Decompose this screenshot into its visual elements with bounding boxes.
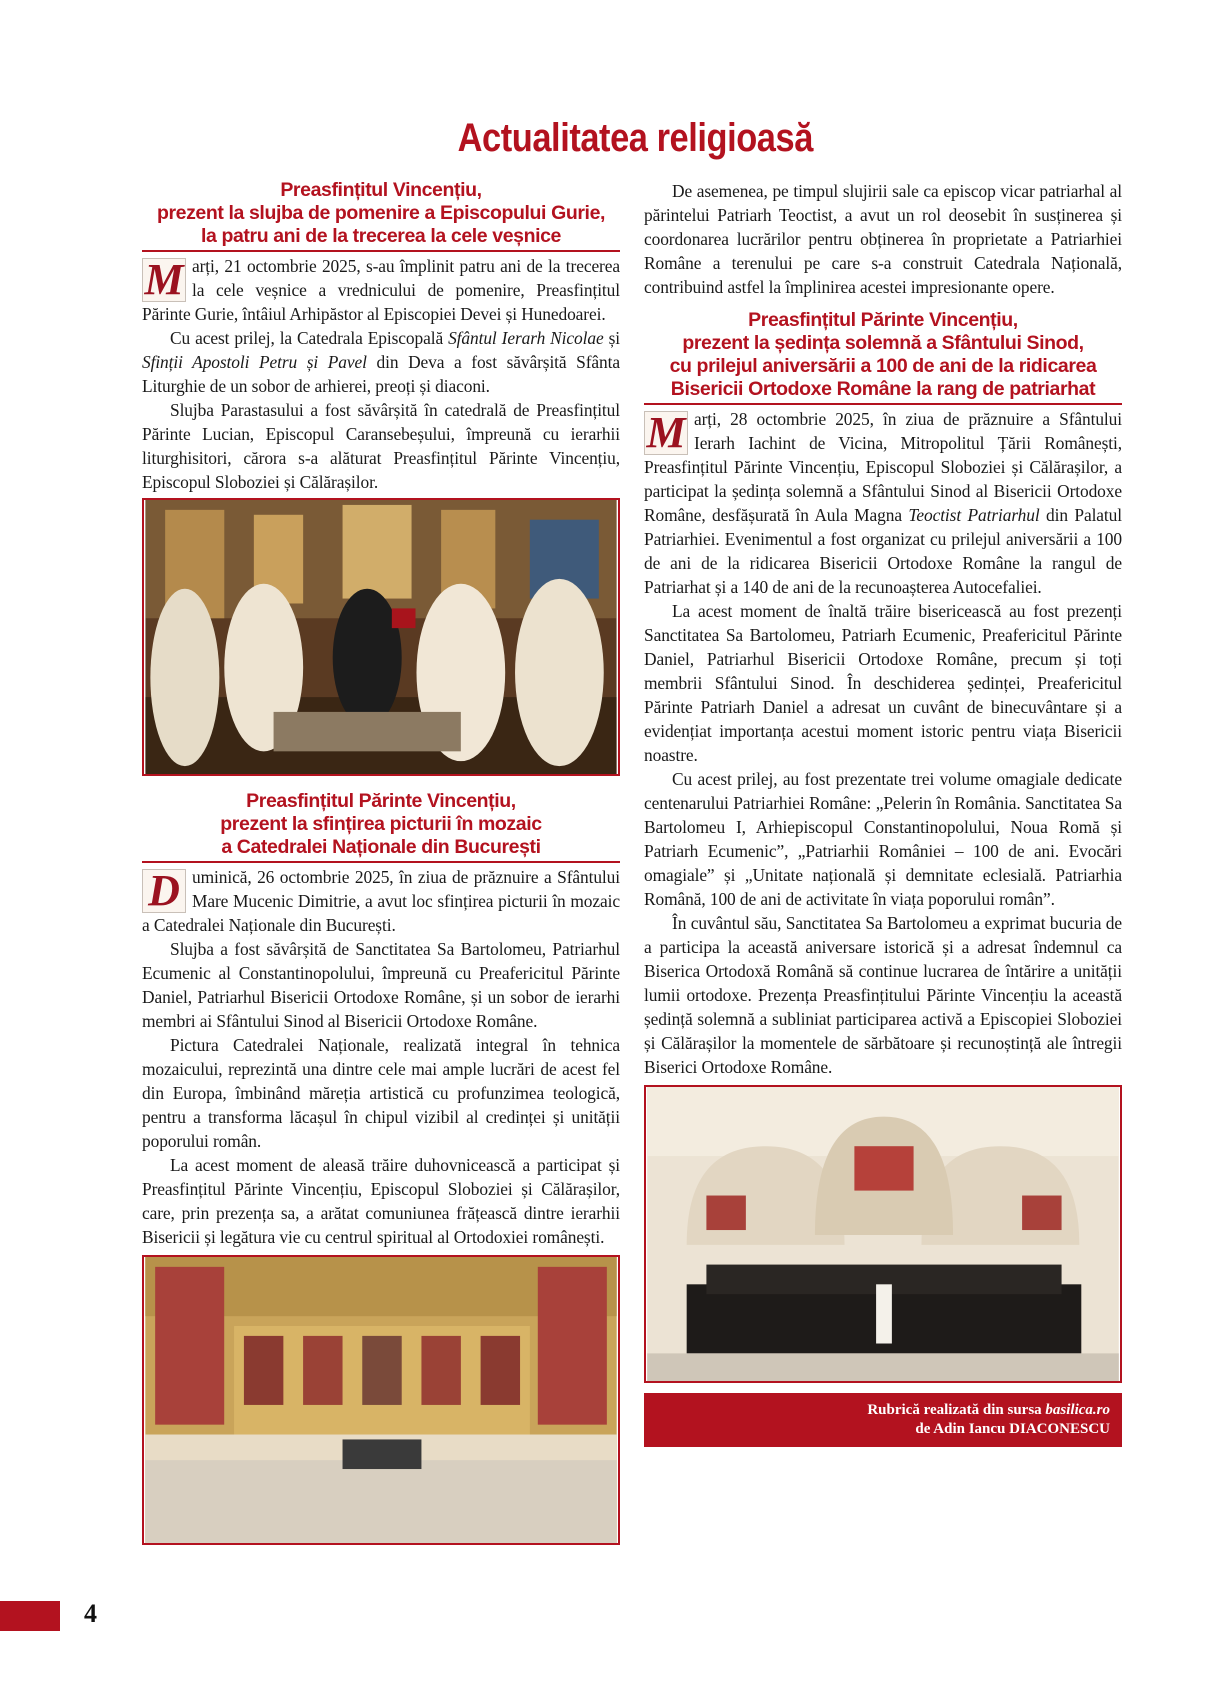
paragraph-text: din Palatul Patriarhiei. Evenimentul a fost organizat cu prilejul aniversării a 100 de ani de la ridicarea Bisericii Ortodoxe Române la rangul de Patriarhat și a 140 de ani de la recunoașterea Autocefaliei. [644, 505, 1122, 597]
left-column [142, 179, 620, 1545]
paragraph-text: arți, 21 octombrie 2025, s-au împlinit patru ani de la trecerea la cele veșnice a vrednicului de pomenire, Preasfințitul Părinte Gurie, întâiul Arhipăstor al Episcopiei Devei și Hunedoarei. [142, 256, 620, 324]
paragraph-text: din Deva a fost săvârșită Sfânta Liturghie de un sobor de arhierei, preoți și diaconi. [142, 352, 620, 396]
heading-line: cu prilejul aniversării a 100 de ani de la ridicarea [669, 355, 1097, 377]
article-mosaic-consecration [142, 790, 620, 1249]
emphasis-text: Sfântul Ierarh Nicolae [448, 328, 604, 348]
source-credit [644, 1393, 1122, 1447]
paragraph: La acest moment de aleasă trăire duhovnicească a participat și Preasfințitul Părinte Vincențiu, Episcopul Sloboziei și Călărașilor, care, prin prezența sa, a arătat comuniunea frățească dintre ierarhii Bisericii și legătura vie cu centrul spiritual al Ortodoxiei românești. [142, 1155, 620, 1247]
heading-line: a Catedralei Naționale din București [221, 836, 541, 858]
paragraph [142, 865, 620, 937]
paragraph: Slujba Parastasului a fost săvârșită în catedrală de Preasfințitul Părinte Lucian, Episcopul Caransebeșului, împreună cu ierarhii liturghisitori, cărora s-a alăturat Preasfințitul Părinte Vincențiu, Episcopul Sloboziei și Călărașilor. [142, 400, 620, 492]
paragraph-text: uminică, 26 octombrie 2025, în ziua de prăznuire a Sfântului Mare Mucenic Dimitrie, a avut loc sfințirea picturii în mozaic a Catedralei Naționale din București. [142, 867, 620, 935]
paragraph-text: arți, 28 octombrie 2025, în ziua de prăznuire a Sfântului Ierarh Iachint de Vicina, Mitropolitul Țării Românești, Preasfințitul Părinte Vincențiu, Episcopul Sloboziei și Călărașilor, a participat la ședința solemnă a Sfântului Sinod al Bisericii Ortodoxe Române, desfășurată în Aula Magna [644, 409, 1122, 525]
paragraph [142, 326, 620, 398]
heading-line: Preasfințitul Părinte Vincențiu, [246, 790, 516, 812]
paragraph: La acest moment de înaltă trăire bisericească au fost prezenți Sanctitatea Sa Bartolomeu, Patriarh Ecumenic, Preafericitul Părinte Daniel, Patriarhul Bisericii Ortodoxe Române, precum și toți membrii Sfântului Sinod. În deschiderea ședinței, Preafericitul Părinte Patriarh Daniel a adresat un cuvânt de binecuvântare și a evidențiat importanța acestui moment istoric pentru viața Bisericii noastre. [644, 601, 1122, 765]
paragraph-text: Cu acest prilej, la Catedrala Episcopală [170, 328, 449, 348]
article-heading [644, 309, 1122, 405]
article-heading [142, 179, 620, 252]
photo-holy-synod-group [644, 1085, 1122, 1383]
paragraph [644, 407, 1122, 599]
drop-cap-letter: M [644, 411, 688, 455]
credit-line [656, 1401, 1110, 1420]
paragraph-text: și [603, 328, 620, 348]
paragraph: Slujba a fost săvârșită de Sanctitatea Sa Bartolomeu, Patriarhul Ecumenic al Constantinopolului, împreună cu Preafericitul Părinte Daniel, Patriarhul Bisericii Ortodoxe Române, și un sobor de ierarhi membri ai Sfântului Sinod al Bisericii Ortodoxe Române. [142, 939, 620, 1031]
right-column [644, 179, 1122, 1447]
credit-source-link[interactable]: basilica.ro [1045, 1402, 1110, 1418]
heading-line: Preasfințitul Vincențiu, [280, 179, 482, 201]
paragraph: Pictura Catedralei Naționale, realizată integral în tehnica mozaicului, reprezintă una dintre cele mai ample lucrări de acest fel din Europa, îmbinând măreția artistică cu profunzimea teologică, pentru a transforma lăcașul în chipul vizibil al credinței și unității poporului român. [142, 1035, 620, 1151]
paragraph [142, 254, 620, 326]
page-number-bar [0, 1601, 60, 1631]
paragraph: În cuvântul său, Sanctitatea Sa Bartolomeu a exprimat bucuria de a participa la această aniversare istorică și a adresat îndemnul ca Biserica Ortodoxă Română să continue lucrarea de întărire a unității lumii ortodoxe. Prezența Preasfințitului Părinte Vincențiu la această ședință solemnă a subliniat participarea activă a Episcopiei Sloboziei și Călărașilor la momentele de sărbătoare și recunoștință ale întregii Biserici Ortodoxe Române. [644, 913, 1122, 1077]
heading-line: la patru ani de la trecerea la cele veșnice [200, 225, 561, 247]
heading-line: Preasfințitul Părinte Vincențiu, [748, 309, 1018, 331]
article-heading [142, 790, 620, 863]
credit-text: Rubrică realizată din sursa [867, 1402, 1046, 1418]
page-number: 4 [84, 1599, 97, 1628]
heading-line: Bisericii Ortodoxe Române la rang de patriarhat [670, 378, 1096, 400]
article-holy-synod-session [644, 309, 1122, 1079]
photo-cathedral-iconostasis [142, 1255, 620, 1545]
heading-line: prezent la slujba de pomenire a Episcopului Gurie, [156, 202, 606, 224]
page-title: Actualitatea religioasă [457, 116, 813, 160]
emphasis-text: Sfinții Apostoli Petru și Pavel [142, 352, 367, 372]
credit-line: de Adin Iancu DIACONESCU [915, 1421, 1110, 1437]
heading-line: prezent la ședința solemnă a Sfântului Sinod, [682, 332, 1084, 354]
paragraph: De asemenea, pe timpul slujirii sale ca episcop vicar patriarhal al părintelui Patriarh Teoctist, a avut un rol deosebit în susținerea și coordonarea lucrărilor pentru obținerea în proprietate a Patriarhiei Române a terenului pe care s-a construit Catedrala Națională, contribuind astfel la împlinirea acestei impresionante opere. [644, 181, 1122, 297]
article-gurie-memorial [142, 179, 620, 494]
drop-cap-letter: D [142, 869, 186, 913]
photo-memorial-service [142, 498, 620, 776]
heading-line: prezent la sfințirea picturii în mozaic [220, 813, 542, 835]
paragraph: Cu acest prilej, au fost prezentate trei volume omagiale dedicate centenarului Patriarhiei Române: „Pelerin în România. Sanctitatea Sa Bartolomeu I, Arhiepiscopul Constantinopolului, Noua Romă și Patriarh Ecumenic”, „Patriarhii României – 100 de ani. Evocări omagiale” și „Unitate națională și demnitate eclesială. Patriarhia Română, 100 de ani de activitate în viața poporului român”. [644, 769, 1122, 909]
emphasis-text: Teoctist Patriarhul [908, 505, 1040, 525]
drop-cap-letter: M [142, 258, 186, 302]
